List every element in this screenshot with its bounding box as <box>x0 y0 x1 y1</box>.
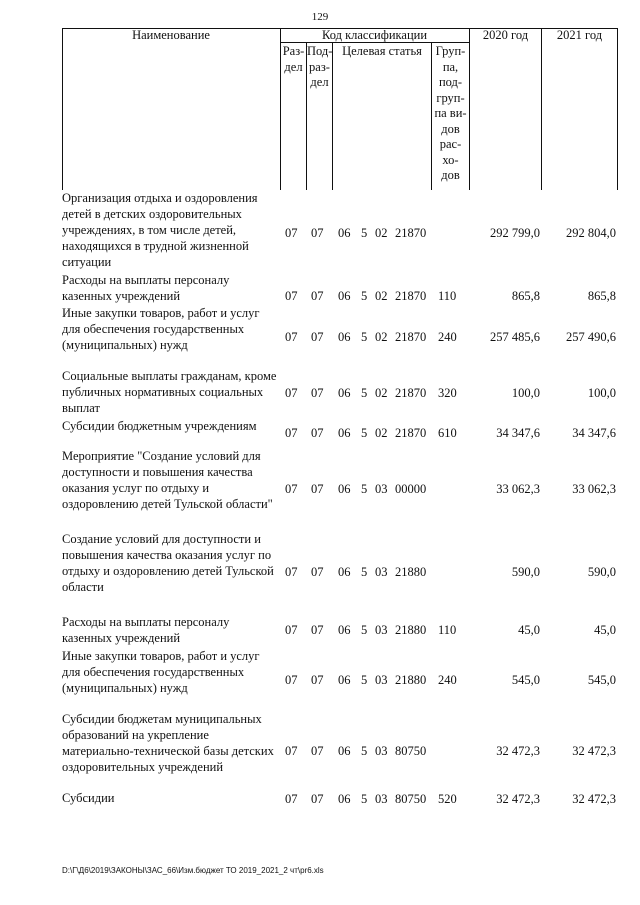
row-target-direction: 80750 <box>395 792 427 806</box>
header-podrazdel: Под- раз- дел <box>307 44 333 89</box>
row-razdel: 07 <box>285 744 298 758</box>
row-target-direction: 21870 <box>395 289 427 303</box>
row-target-direction: 21880 <box>395 623 427 637</box>
row-target-subprogram: 5 <box>361 673 368 687</box>
row-amount-2021: 545,0 <box>587 673 616 687</box>
row-podrazdel: 07 <box>311 565 324 579</box>
row-amount-2020: 590,0 <box>511 565 540 579</box>
row-target-subprogram: 5 <box>361 623 368 637</box>
row-target-program: 06 <box>338 226 351 240</box>
row-razdel: 07 <box>285 226 298 240</box>
row-target-direction: 21870 <box>395 226 427 240</box>
row-razdel: 07 <box>285 289 298 303</box>
row-target-program: 06 <box>338 426 351 440</box>
row-amount-2020: 257 485,6 <box>490 330 540 344</box>
row-name: Социальные выплаты гражданам, кроме публичных нормативных социальных выплат <box>62 369 277 415</box>
row-target-event: 02 <box>375 330 388 344</box>
row-name: Организация отдыха и оздоровления детей в детских оздоровительных учреждениях, в том числе детей, находящихся в трудной жизненной ситуации <box>62 191 258 269</box>
row-razdel: 07 <box>285 386 298 400</box>
row-name: Расходы на выплаты персоналу казенных учреждений <box>62 273 230 303</box>
row-target-direction: 21880 <box>395 673 427 687</box>
row-amount-2021: 257 490,6 <box>566 330 616 344</box>
header-year-2020: 2020 год <box>482 28 529 42</box>
row-razdel: 07 <box>285 673 298 687</box>
row-target-event: 02 <box>375 426 388 440</box>
row-target-program: 06 <box>338 289 351 303</box>
row-target-subprogram: 5 <box>361 565 368 579</box>
row-amount-2020: 34 347,6 <box>496 426 540 440</box>
row-name: Субсидии <box>62 791 115 805</box>
row-amount-2020: 45,0 <box>518 623 540 637</box>
file-path-footer: D:\Г\Д6\2019\ЗАКОНЫ\ЗАС_66\Изм.бюджет ТО 2019_2021_2 чт\pr6.xls <box>62 866 324 875</box>
row-podrazdel: 07 <box>311 482 324 496</box>
row-amount-2021: 34 347,6 <box>572 426 616 440</box>
row-target-program: 06 <box>338 482 351 496</box>
row-target-direction: 21870 <box>395 426 427 440</box>
row-target-subprogram: 5 <box>361 426 368 440</box>
row-target-direction: 00000 <box>395 482 427 496</box>
row-podrazdel: 07 <box>311 673 324 687</box>
row-target-program: 06 <box>338 792 351 806</box>
row-amount-2021: 33 062,3 <box>572 482 616 496</box>
row-expense-group: 320 <box>438 386 457 400</box>
row-podrazdel: 07 <box>311 386 324 400</box>
row-podrazdel: 07 <box>311 792 324 806</box>
header-target: Целевая статья <box>342 44 422 58</box>
row-amount-2021: 45,0 <box>594 623 616 637</box>
row-target-direction: 80750 <box>395 744 427 758</box>
row-target-program: 06 <box>338 623 351 637</box>
row-target-event: 03 <box>375 482 388 496</box>
row-podrazdel: 07 <box>311 426 324 440</box>
page-number: 129 <box>311 11 329 23</box>
row-amount-2021: 32 472,3 <box>572 744 616 758</box>
row-amount-2020: 33 062,3 <box>496 482 540 496</box>
row-target-program: 06 <box>338 673 351 687</box>
row-amount-2021: 100,0 <box>587 386 616 400</box>
row-target-direction: 21880 <box>395 565 427 579</box>
header-group: Груп- па, под- груп- па ви- дов рас- хо- дов <box>434 44 467 182</box>
row-podrazdel: 07 <box>311 744 324 758</box>
row-target-event: 02 <box>375 289 388 303</box>
row-expense-group: 520 <box>438 792 457 806</box>
row-amount-2021: 292 804,0 <box>566 226 616 240</box>
row-target-event: 02 <box>375 386 388 400</box>
row-amount-2021: 590,0 <box>587 565 616 579</box>
row-name: Субсидии бюджетам муниципальных образований на укрепление материально-технической базы детских оздоровительных учреждений <box>62 712 274 774</box>
row-target-subprogram: 5 <box>361 482 368 496</box>
row-target-program: 06 <box>338 565 351 579</box>
table-header <box>62 28 618 190</box>
row-amount-2020: 292 799,0 <box>490 226 540 240</box>
row-target-program: 06 <box>338 386 351 400</box>
row-target-subprogram: 5 <box>361 226 368 240</box>
row-expense-group: 110 <box>438 623 457 637</box>
row-expense-group: 240 <box>438 330 457 344</box>
row-razdel: 07 <box>285 482 298 496</box>
row-razdel: 07 <box>285 623 298 637</box>
row-target-event: 02 <box>375 226 388 240</box>
row-amount-2021: 32 472,3 <box>572 792 616 806</box>
row-amount-2020: 100,0 <box>511 386 540 400</box>
row-podrazdel: 07 <box>311 226 324 240</box>
row-name: Иные закупки товаров, работ и услуг для обеспечения государственных (муниципальных) нужд <box>62 306 260 352</box>
row-amount-2020: 545,0 <box>511 673 540 687</box>
row-expense-group: 110 <box>438 289 457 303</box>
row-razdel: 07 <box>285 565 298 579</box>
row-target-subprogram: 5 <box>361 792 368 806</box>
row-target-direction: 21870 <box>395 386 427 400</box>
row-target-subprogram: 5 <box>361 330 368 344</box>
row-target-subprogram: 5 <box>361 744 368 758</box>
row-target-event: 03 <box>375 623 388 637</box>
row-name: Мероприятие "Создание условий для доступности и повышения качества оказания услуг по отдыху и оздоровлению детей Тульской области" <box>62 449 273 511</box>
row-podrazdel: 07 <box>311 623 324 637</box>
row-name: Расходы на выплаты персоналу казенных учреждений <box>62 615 230 645</box>
row-podrazdel: 07 <box>311 289 324 303</box>
row-amount-2020: 865,8 <box>511 289 540 303</box>
row-amount-2021: 865,8 <box>587 289 616 303</box>
row-name: Субсидии бюджетным учреждениям <box>62 419 257 433</box>
row-target-event: 03 <box>375 673 388 687</box>
row-razdel: 07 <box>285 792 298 806</box>
row-target-event: 03 <box>375 565 388 579</box>
row-name: Создание условий для доступности и повышения качества оказания услуг по отдыху и оздоровлению детей Тульской области <box>62 532 274 594</box>
row-target-program: 06 <box>338 744 351 758</box>
row-target-program: 06 <box>338 330 351 344</box>
row-amount-2020: 32 472,3 <box>496 792 540 806</box>
header-year-2021: 2021 год <box>556 28 603 42</box>
row-razdel: 07 <box>285 426 298 440</box>
row-target-subprogram: 5 <box>361 289 368 303</box>
row-target-event: 03 <box>375 792 388 806</box>
row-name: Иные закупки товаров, работ и услуг для обеспечения государственных (муниципальных) нужд <box>62 649 260 695</box>
row-amount-2020: 32 472,3 <box>496 744 540 758</box>
header-name: Наименование <box>132 28 210 42</box>
row-target-subprogram: 5 <box>361 386 368 400</box>
row-expense-group: 240 <box>438 673 457 687</box>
row-expense-group: 610 <box>438 426 457 440</box>
row-target-direction: 21870 <box>395 330 427 344</box>
row-podrazdel: 07 <box>311 330 324 344</box>
header-razdel: Раз- дел <box>282 44 305 74</box>
header-classification: Код классификации <box>321 28 428 42</box>
row-target-event: 03 <box>375 744 388 758</box>
row-razdel: 07 <box>285 330 298 344</box>
